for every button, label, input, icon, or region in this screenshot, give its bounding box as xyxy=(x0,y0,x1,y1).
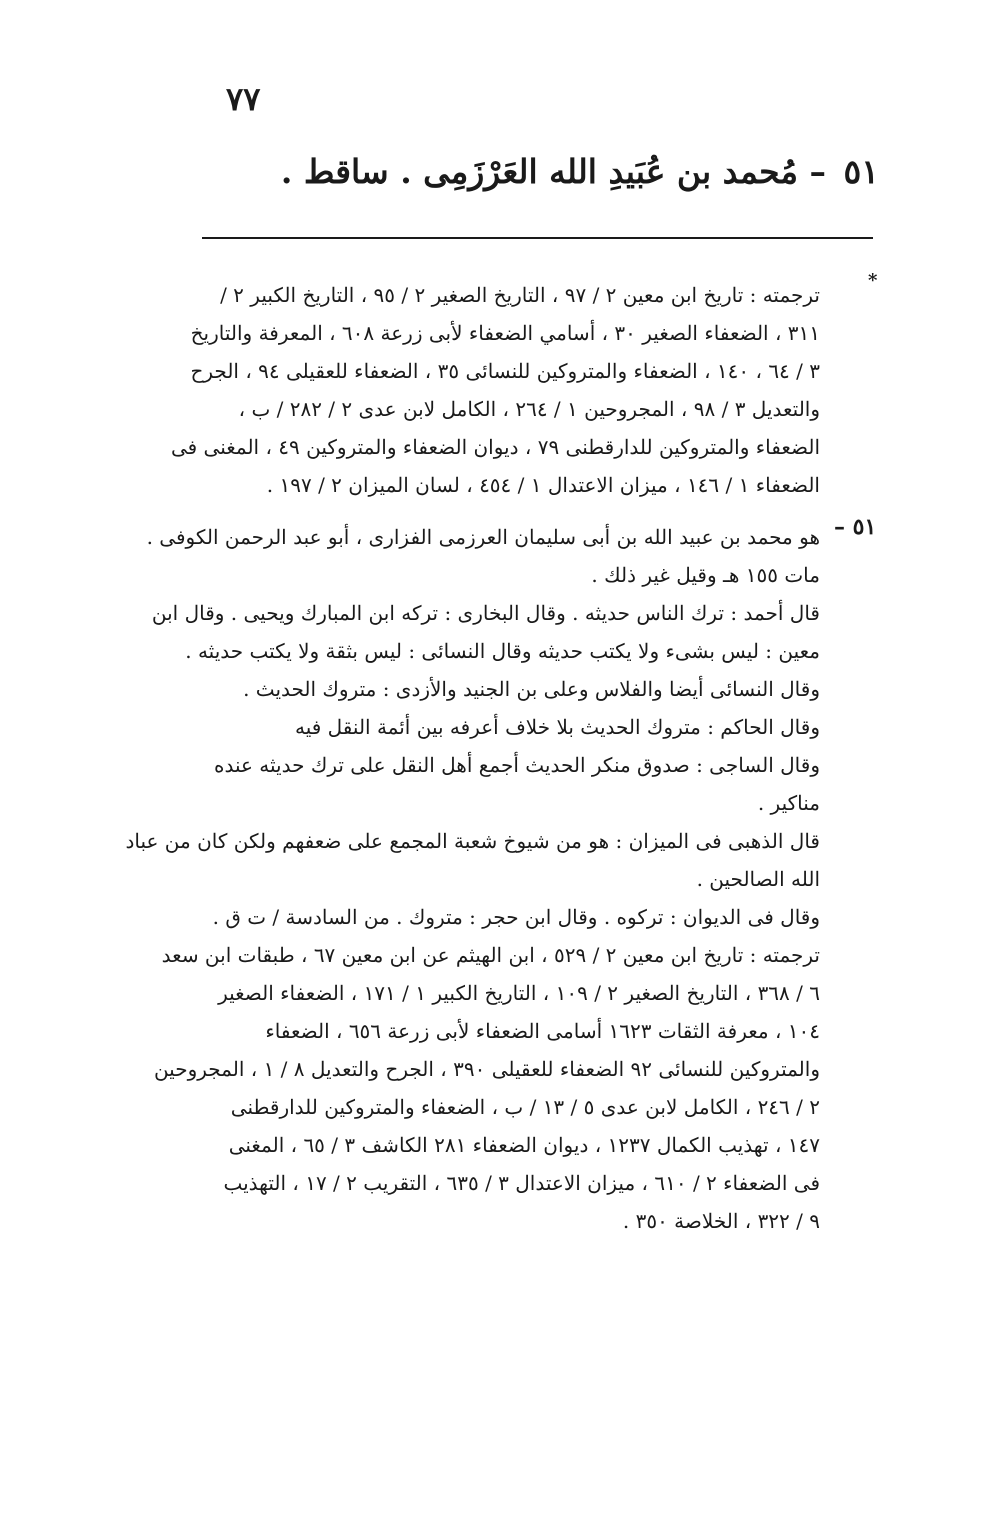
entry-line: قال الذهبى فى الميزان : هو من شيوخ شعبة المجمع على ضعفهم ولكن كان من عباد xyxy=(125,829,820,853)
heading-dash: – xyxy=(809,152,827,191)
entry-block xyxy=(125,518,820,1240)
heading-entry-number: ٥١ xyxy=(843,152,879,191)
entry-line: ٩ / ٣٢٢ ، الخلاصة ٣٥٠ . xyxy=(622,1209,820,1233)
entry-marker: ٥١ – xyxy=(834,514,877,540)
footnote-line: الضعفاء ١ / ١٤٦ ، ميزان الاعتدال ١ / ٤٥٤ ، لسان الميزان ٢ / ١٩٧ . xyxy=(266,473,820,497)
entry-line: هو محمد بن عبيد الله بن أبى سليمان العرزمى الفزارى ، أبو عبد الرحمن الكوفى . xyxy=(146,525,820,549)
entry-line: فى الضعفاء ٢ / ٦١٠ ، ميزان الاعتدال ٣ / ٦٣٥ ، التقريب ٢ / ١٧ ، التهذيب xyxy=(223,1171,820,1195)
entry-line: والمتروكين للنسائى ٩٢ الضعفاء للعقيلى ٣٩٠ ، الجرح والتعديل ٨ / ١ ، المجروحين xyxy=(153,1057,820,1081)
footnote-line: ترجمته : تاريخ ابن معين ٢ / ٩٧ ، التاريخ الصغير ٢ / ٩٥ ، التاريخ الكبير ٢ / xyxy=(220,283,820,307)
entry-heading xyxy=(179,142,879,202)
entry-line: الله الصالحين . xyxy=(696,867,820,891)
footnote-line: والتعديل ٣ / ٩٨ ، المجروحين ١ / ٢٦٤ ، الكامل لابن عدى ٢ / ٢٨٢ / ب ، xyxy=(238,397,820,421)
entry-line: وقال الساجى : صدوق منكر الحديث أجمع أهل النقل على ترك حديثه عنده xyxy=(213,753,820,777)
entry-line: ١٠٤ ، معرفة الثقات ١٦٢٣ أسامى الضعفاء لأبى زرعة ٦٥٦ ، الضعفاء xyxy=(265,1019,820,1043)
entry-line: معين : ليس بشىء ولا يكتب حديثه وقال النسائى : ليس بثقة ولا يكتب حديثه . xyxy=(185,639,820,663)
page-number: ٧٧ xyxy=(226,80,261,118)
heading-title: مُحمد بن عُبَيدِ الله العَرْزَمِى . ساقط . xyxy=(280,152,799,191)
entry-line: مناكير . xyxy=(757,791,820,815)
footnote-marker: * xyxy=(868,270,878,291)
entry-line: قال أحمد : ترك الناس حديثه . وقال البخارى : تركه ابن المبارك ويحيى . وقال ابن xyxy=(151,601,820,625)
footnote-block xyxy=(170,276,820,504)
entry-line: وقال الحاكم : متروك الحديث بلا خلاف أعرفه بين أئمة النقل فيه xyxy=(294,715,820,739)
entry-line: ٢ / ٢٤٦ ، الكامل لابن عدى ٥ / ١٣ / ب ، الضعفاء والمتروكين للدارقطنى xyxy=(230,1095,820,1119)
footnote-line: الضعفاء والمتروكين للدارقطنى ٧٩ ، ديوان الضعفاء والمتروكين ٤٩ ، المغنى فى xyxy=(170,435,820,459)
footnote-line: ٣١١ ، الضعفاء الصغير ٣٠ ، أسامي الضعفاء لأبى زرعة ٦٠٨ ، المعرفة والتاريخ xyxy=(190,321,820,345)
entry-line: ٦ / ٣٦٨ ، التاريخ الصغير ٢ / ١٠٩ ، التاريخ الكبير ١ / ١٧١ ، الضعفاء الصغير xyxy=(218,981,820,1005)
entry-line: وقال فى الديوان : تركوه . وقال ابن حجر : متروك . من السادسة / ت ق . xyxy=(212,905,820,929)
footnote-line: ٣ / ٦٤ ، ١٤٠ ، الضعفاء والمتروكين للنسائى ٣٥ ، الضعفاء للعقيلى ٩٤ ، الجرح xyxy=(190,359,820,383)
entry-line: ترجمته : تاريخ ابن معين ٢ / ٥٢٩ ، ابن الهيثم عن ابن معين ٦٧ ، طبقات ابن سعد xyxy=(161,943,820,967)
entry-line: مات ١٥٥ هـ وقيل غير ذلك . xyxy=(591,563,820,587)
footnote-divider xyxy=(202,237,873,239)
entry-line: ١٤٧ ، تهذيب الكمال ١٢٣٧ ، ديوان الضعفاء ٢٨١ الكاشف ٣ / ٦٥ ، المغنى xyxy=(228,1133,820,1157)
entry-line: وقال النسائى أيضا والفلاس وعلى بن الجنيد والأزدى : متروك الحديث . xyxy=(243,677,820,701)
